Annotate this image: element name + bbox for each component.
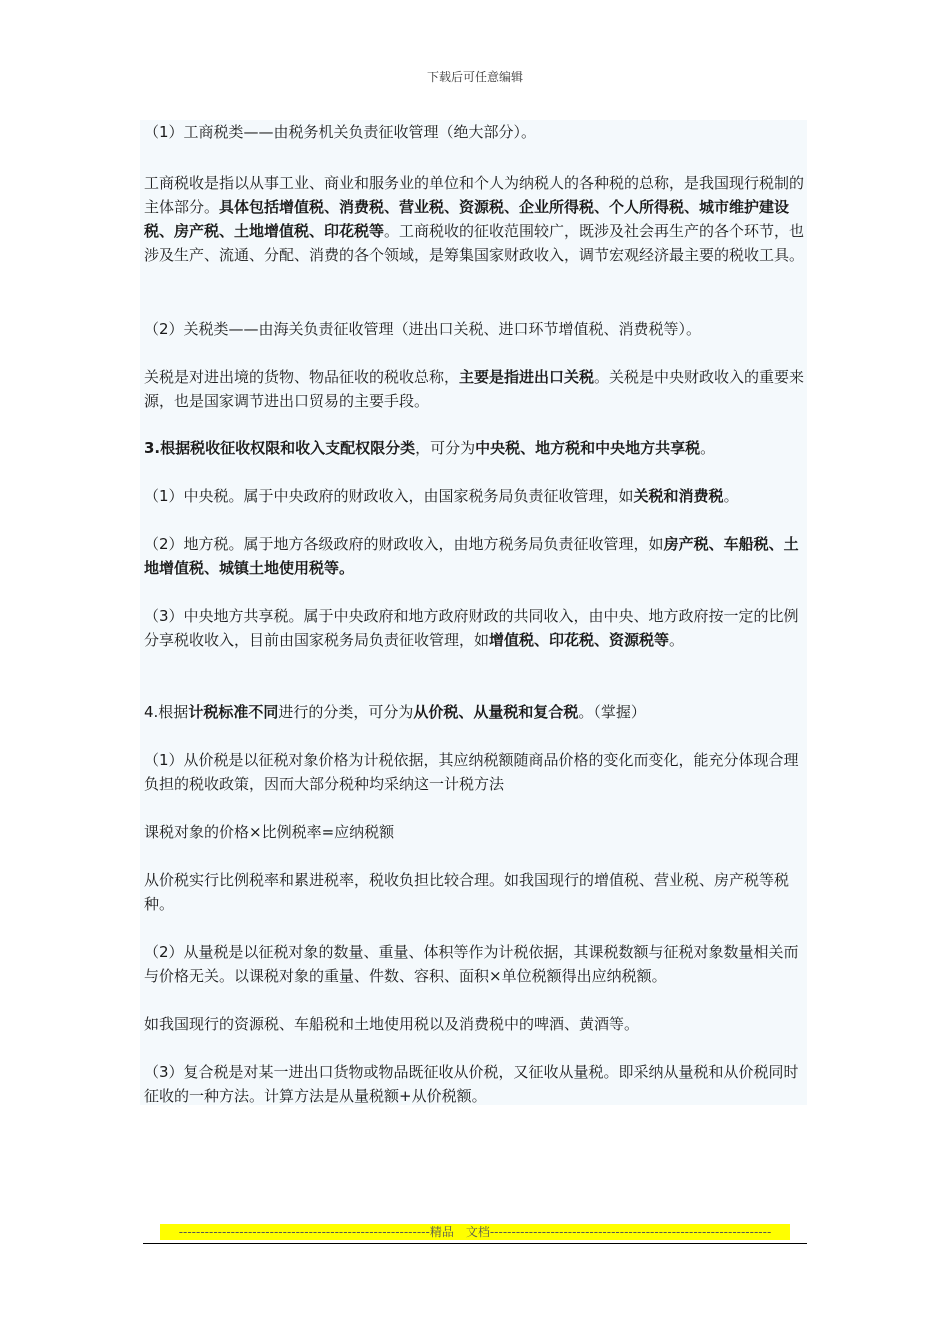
text-run: （2）从量税是以征税对象的数量、重量、体积等作为计税依据，其课税数额与征税对象数量相关而与价格无关。以课税对象的重量、件数、容积、面积×单位税额得出应纳税额。 — [144, 943, 799, 985]
text-run: 进行的分类，可分为 — [278, 703, 414, 721]
paragraph — [144, 120, 807, 144]
text-run: （1）从价税是以征税对象价格为计税依据，其应纳税额随商品价格的变化而变化，能充分体现合理负担的税收政策，因而大部分税种均采纳这一计税方法 — [144, 751, 799, 793]
paragraph — [144, 748, 807, 796]
text-run: 。 — [723, 487, 739, 505]
bold-text: 增值税、印花税、资源税等 — [489, 631, 670, 649]
text-run: 。关税是中央财政收入的重要来源，也是国家调节进出口贸易的主要手段。 — [144, 368, 805, 410]
text-run: 关税是对进出境的货物、物品征收的税收总称， — [144, 368, 460, 386]
bold-text: 从价税、从量税和复合税 — [413, 703, 579, 721]
paragraph — [144, 700, 807, 724]
text-run: ，可分为 — [415, 439, 476, 457]
text-run: 4.根据 — [144, 703, 189, 721]
paragraph — [144, 532, 807, 580]
text-run: 。 — [669, 631, 685, 649]
text-run: （1）工商税类——由税务机关负责征收管理（绝大部分）。 — [144, 123, 537, 141]
paragraph — [144, 365, 807, 413]
text-run: （1）中央税。属于中央政府的财政收入，由国家税务局负责征收管理，如 — [144, 487, 634, 505]
text-run: 。工商税收的征收范围较广，既涉及社会再生产的各个环节，也涉及生产、流通、分配、消费的各个领域，是筹集国家财政收入，调节宏观经济最主要的税收工具。 — [144, 222, 805, 264]
page-header: 下载后可任意编辑 — [426, 70, 523, 84]
bold-text: 中央税、地方税和中央地方共享税 — [475, 439, 701, 457]
bold-text: 计税标准不同 — [188, 703, 279, 721]
paragraph — [144, 1060, 807, 1108]
footer-banner: ----------------------------------------------------------精品 文档----------------------------------------------------------------- — [160, 1224, 790, 1240]
text-run: 。（掌握） — [578, 703, 646, 721]
paragraph — [144, 940, 807, 988]
text-run: （2）地方税。属于地方各级政府的财政收入，由地方税务局负责征收管理，如 — [144, 535, 664, 553]
text-run: 如我国现行的资源税、车船税和土地使用税以及消费税中的啤酒、黄酒等。 — [144, 1015, 640, 1033]
text-run: （3）复合税是对某一进出口货物或物品既征收从价税，又征收从量税。即采纳从量税和从价税同时征收的一种方法。计算方法是从量税额+从价税额。 — [144, 1063, 799, 1105]
paragraph — [144, 171, 807, 267]
paragraph — [144, 484, 807, 508]
text-run: 从价税实行比例税率和累进税率，税收负担比较合理。如我国现行的增值税、营业税、房产税等税种。 — [144, 871, 790, 913]
bold-text: 3.根据税收征收权限和收入支配权限分类 — [144, 439, 416, 457]
document-body — [140, 120, 807, 1105]
text-run: （2）关税类——由海关负责征收管理（进出口关税、进口环节增值税、消费税等）。 — [144, 320, 702, 338]
bold-text: 主要是指进出口关税 — [459, 368, 595, 386]
text-run: 。 — [700, 439, 716, 457]
paragraph — [144, 604, 807, 652]
paragraph — [144, 1012, 807, 1036]
footer-divider — [143, 1243, 807, 1244]
paragraph — [144, 436, 807, 460]
text-run: 工商税收是指以从事工业、商业和服务业的单位和个人为纳税人的各种税的总称，是我国现行税制的主体部分。 — [144, 174, 805, 216]
paragraph — [144, 868, 807, 916]
bold-text: 具体包括增值税、消费税、营业税、资源税、企业所得税、个人所得税、城市维护建设税、房产税、土地增值税、印花税等 — [144, 198, 790, 240]
text-run: 课税对象的价格×比例税率=应纳税额 — [144, 823, 395, 841]
text-run: （3）中央地方共享税。属于中央政府和地方政府财政的共同收入，由中央、地方政府按一定的比例分享税收收入，目前由国家税务局负责征收管理，如 — [144, 607, 799, 649]
paragraph — [144, 820, 807, 844]
bold-text: 房产税、车船税、土地增值税、城镇土地使用税等。 — [144, 535, 799, 577]
bold-text: 关税和消费税 — [633, 487, 724, 505]
paragraph — [144, 317, 807, 341]
